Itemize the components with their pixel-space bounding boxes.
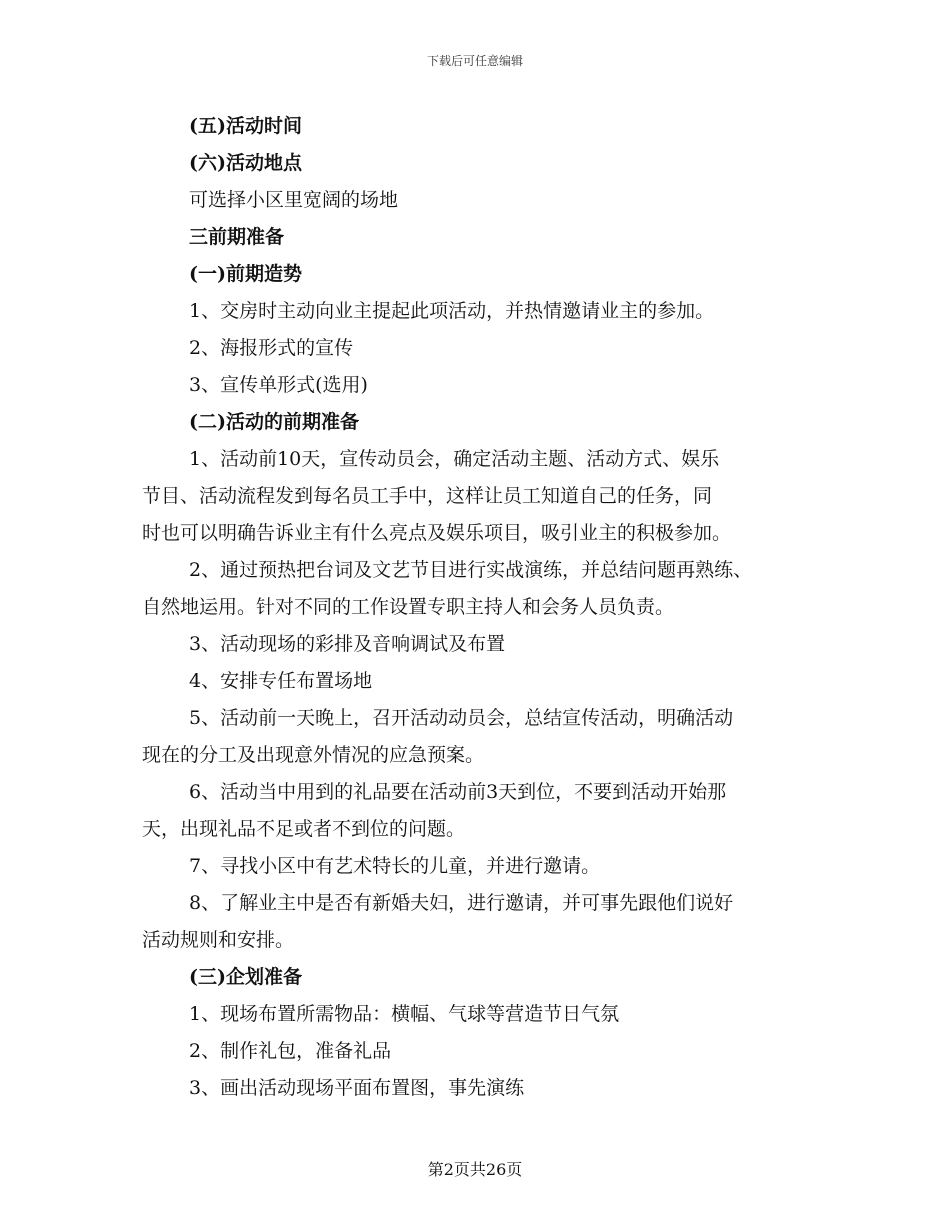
subheading-planning: (三)企划准备 <box>189 966 302 988</box>
list-item: 2、海报形式的宣传 <box>189 337 354 359</box>
heading-activity-location: (六)活动地点 <box>189 152 302 174</box>
paragraph-location: 可选择小区里宽阔的场地 <box>189 189 399 211</box>
list-item: 3、活动现场的彩排及音响调试及布置 <box>189 633 506 655</box>
list-item: 1、现场布置所需物品：横幅、气球等营造节日气氛 <box>189 1003 620 1025</box>
list-item-continuation: 活动规则和安排。 <box>142 929 295 951</box>
heading-activity-time: (五)活动时间 <box>189 115 302 137</box>
list-item-continuation: 天，出现礼品不足或者不到位的问题。 <box>142 818 466 840</box>
page-header: 下载后可任意编辑 <box>426 54 523 68</box>
page-number: 第2页共26页 <box>427 1160 523 1179</box>
list-item-continuation: 自然地运用。针对不同的工作设置专职主持人和会务人员负责。 <box>142 596 675 618</box>
list-item: 3、宣传单形式(选用) <box>189 374 368 396</box>
list-item: 6、活动当中用到的礼品要在活动前3天到位，不要到活动开始那 <box>189 781 727 803</box>
list-item: 8、了解业主中是否有新婚夫妇，进行邀请，并可事先跟他们说好 <box>189 892 734 914</box>
list-item: 1、交房时主动向业主提起此项活动，并热情邀请业主的参加。 <box>189 300 715 322</box>
subheading-pre-activity: (二)活动的前期准备 <box>189 411 359 433</box>
subheading-promotion: (一)前期造势 <box>189 263 302 285</box>
list-item-continuation: 时也可以明确告诉业主有什么亮点及娱乐项目，吸引业主的积极参加。 <box>142 522 732 544</box>
list-item: 5、活动前一天晚上，召开活动动员会，总结宣传活动，明确活动 <box>189 707 734 729</box>
heading-preparation: 三前期准备 <box>189 226 285 248</box>
list-item-continuation: 节目、活动流程发到每名员工手中，这样让员工知道自己的任务，同 <box>142 485 713 507</box>
list-item: 1、活动前10天，宣传动员会，确定活动主题、活动方式、娱乐 <box>189 448 720 470</box>
list-item-continuation: 现在的分工及出现意外情况的应急预案。 <box>142 744 485 766</box>
list-item: 3、画出活动现场平面布置图，事先演练 <box>189 1077 525 1099</box>
document-body <box>142 108 822 1107</box>
list-item: 2、制作礼包，准备礼品 <box>189 1040 392 1062</box>
list-item: 4、安排专任布置场地 <box>189 670 373 692</box>
list-item: 7、寻找小区中有艺术特长的儿童，并进行邀请。 <box>189 855 601 877</box>
list-item: 2、通过预热把台词及文艺节目进行实战演练，并总结问题再熟练、 <box>189 559 753 581</box>
